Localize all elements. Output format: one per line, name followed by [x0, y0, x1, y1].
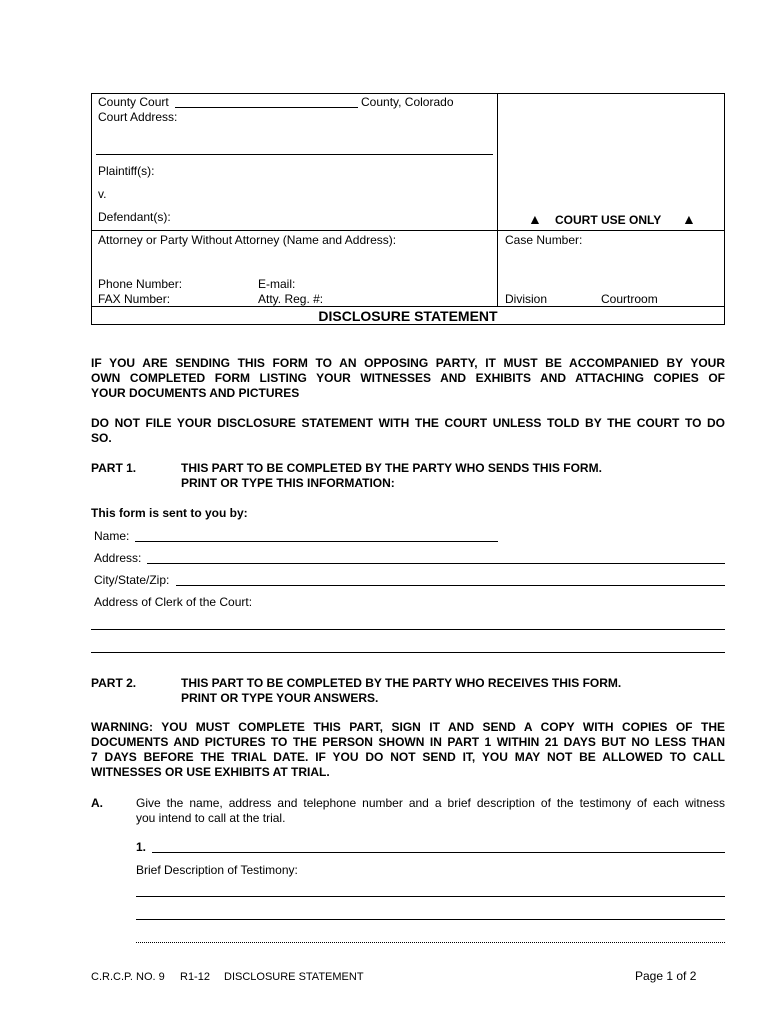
fax-label: FAX Number: — [98, 292, 171, 306]
court-address-label: Court Address: — [98, 110, 178, 124]
part2-label: PART 2. — [91, 676, 137, 690]
page-title: DISCLOSURE STATEMENT — [318, 308, 498, 324]
clerk-address-field-line1[interactable] — [91, 629, 725, 630]
footer-form-title: DISCLOSURE STATEMENT — [224, 971, 364, 983]
triangle-up-icon: ▲ — [528, 211, 542, 227]
address-label: Address: — [94, 551, 142, 565]
plaintiff-label: Plaintiff(s): — [98, 164, 155, 178]
footer-revision: R1-12 — [180, 971, 210, 983]
caption-title-divider — [91, 306, 725, 307]
defendant-label: Defendant(s): — [98, 210, 171, 224]
footer-page-number: Page 1 of 2 — [635, 969, 697, 983]
footer-form-id: C.R.C.P. NO. 9 — [91, 971, 165, 983]
part2-heading-line1: THIS PART TO BE COMPLETED BY THE PARTY WHO RECEIVES THIS FORM. — [181, 676, 622, 690]
part2-heading-line2: PRINT OR TYPE YOUR ANSWERS. — [181, 691, 379, 705]
warning-paragraph: WARNING: YOU MUST COMPLETE THIS PART, SIGN IT AND SEND A COPY WITH COPIES OF THE DOCUMENTS AND PICTURES TO THE PERSON SHOWN IN PART 1 WITHIN 21 DAYS BUT NO LESS THAN 7 DAYS BEFORE THE TRIAL DATE. IF YOU DO NOT SEND IT, YOU MAY NOT BE ALLOWED TO CALL WITNESSES OR USE EXHIBITS AT TRIAL. — [91, 720, 725, 779]
section-a-label: A. — [91, 796, 103, 810]
courtroom-label: Courtroom — [601, 292, 658, 306]
section-a-instructions: Give the name, address and telephone number and a brief description of the testimony of each witness you intend to call at the trial. — [136, 796, 725, 825]
court-address-field[interactable] — [96, 154, 493, 155]
caption-divider — [497, 93, 498, 307]
sender-address-field[interactable] — [147, 563, 725, 564]
county-name-field[interactable] — [175, 107, 358, 108]
phone-label: Phone Number: — [98, 277, 183, 291]
case-number-label: Case Number: — [505, 233, 583, 247]
witness-1-field[interactable] — [152, 852, 725, 853]
testimony-field-line2[interactable] — [136, 919, 725, 920]
clerk-address-label: Address of Clerk of the Court: — [94, 595, 253, 609]
county-suffix: County, Colorado — [361, 95, 454, 109]
name-label: Name: — [94, 529, 130, 543]
brief-description-label: Brief Description of Testimony: — [136, 863, 298, 877]
attorney-label: Attorney or Party Without Attorney (Name and Address): — [98, 233, 397, 247]
part1-heading-line1: THIS PART TO BE COMPLETED BY THE PARTY WHO SENDS THIS FORM. — [181, 461, 602, 475]
caption-row-divider — [91, 230, 725, 231]
atty-reg-label: Atty. Reg. #: — [258, 292, 324, 306]
caption-box — [91, 93, 725, 325]
sender-city-state-zip-field[interactable] — [176, 585, 725, 586]
court-use-only-label: COURT USE ONLY — [555, 213, 662, 227]
sender-name-field[interactable] — [135, 541, 498, 542]
county-court-label: County Court — [98, 95, 169, 109]
instruction-paragraph-2: DO NOT FILE YOUR DISCLOSURE STATEMENT WITH THE COURT UNLESS TOLD BY THE COURT TO DO SO. — [91, 416, 725, 445]
testimony-field-line3[interactable] — [136, 942, 725, 943]
witness-number: 1. — [136, 840, 147, 854]
versus-label: v. — [98, 187, 107, 201]
clerk-address-field-line2[interactable] — [91, 652, 725, 653]
testimony-field-line1[interactable] — [136, 896, 725, 897]
email-label: E-mail: — [258, 277, 296, 291]
sent-by-label: This form is sent to you by: — [91, 506, 248, 520]
instruction-paragraph-1: IF YOU ARE SENDING THIS FORM TO AN OPPOSING PARTY, IT MUST BE ACCOMPANIED BY YOUR OWN COMPLETED FORM LISTING YOUR WITNESSES AND EXHIBITS AND ATTACHING COPIES OF YOUR DOCUMENTS AND PICTURES — [91, 356, 725, 400]
city-state-zip-label: City/State/Zip: — [94, 573, 170, 587]
part1-label: PART 1. — [91, 461, 137, 475]
part1-heading-line2: PRINT OR TYPE THIS INFORMATION: — [181, 476, 395, 490]
division-label: Division — [505, 292, 548, 306]
triangle-up-icon: ▲ — [682, 211, 696, 227]
